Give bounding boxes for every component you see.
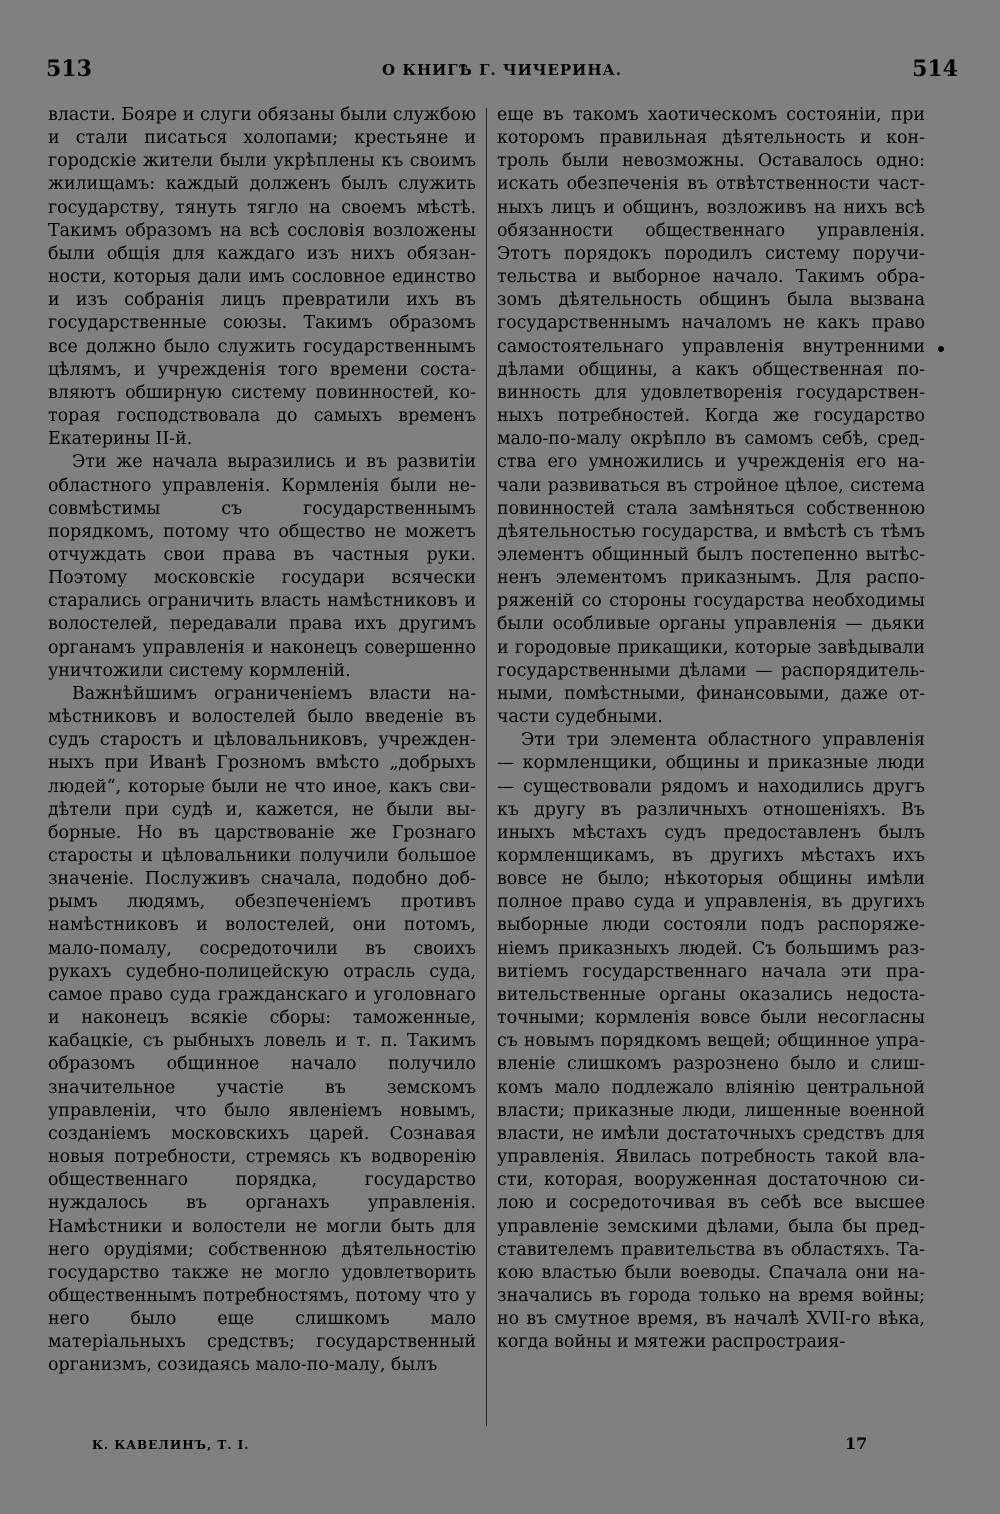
- right-column: [497, 104, 925, 1434]
- paragraph: Эти три элемента областного управленія — кормленщики, общины и приказные люди — существовали рядомъ и находились другъ къ другу въ различныхъ отношеніяхъ. Въ иныхъ мѣстахъ судъ предоставленъ былъ кормленщикамъ, въ другихъ мѣстахъ ихъ вовсе не было; нѣкоторыя общины имѣли полное право суда и управленія, въ другихъ выборные люди состояли подъ распоряженіемъ приказныхъ людей. Съ большимъ развитіемъ государственнаго начала эти правительственные органы оказались недостаточными; кормленія вовсе были несогласны съ новымъ порядкомъ вещей; общинное управленіе слишкомъ разрознено было и слишкомъ мало подлежало вліянію центральной власти; приказные люди, лишенные военной власти, не имѣли достаточныхъ средствъ для управленія. Явилась потребность такой власти, которая, вооруженная достаточною силою и сосредоточивая въ себѣ все высшее управленіе земскими дѣлами, была бы представителемъ правительства въ областяхъ. Такою властью были воеводы. Спачала они назначались въ города только на время войны; но въ смутное время, въ началѣ XVII-го вѣка, когда войны и мятежи распростраия-: [497, 730, 925, 1353]
- paragraph: Эти же начала выразились и въ развитіи областного управленія. Кормленія были несовмѣстимы съ государственнымъ порядкомъ, потому что общество не можетъ отчуждать свои права въ частныя руки. Поэтому московскіе государи всячески старались ограничить власть намѣстниковъ и волостелей, передавали права ихъ другимъ органамъ управленія и наконецъ совершенно уничтожили систему кормленій.: [48, 452, 476, 681]
- paragraph: еще въ такомъ хаотическомъ состояніи, при которомъ правильная дѣятельность и контроль были невозможны. Оставалось одно: искать обезпеченія въ отвѣтственности частныхъ лицъ и общинъ, возложивъ на нихъ всѣ обязанности общественнаго управленія. Этотъ порядокъ породилъ систему поручительства и выборное начало. Такимъ образомъ дѣятельность общинъ была вызвана государственнымъ началомъ не какъ право самостоятельнаго управленія внутренними дѣлами общины, а какъ общественная повинность для удовлетворенія государственныхъ потребностей. Когда же государство мало-по-малу окрѣпло въ самомъ себѣ, средства его умножились и учрежденія его начали развиваться въ стройное цѣлое, система повинностей стала замѣняться собственною дѣятельностью государства, и вмѣстѣ съ тѣмъ элементъ общинный былъ постепенно вытѣсненъ элементомъ приказнымъ. Для распоряженій со стороны государства необходимы были особливые органы управленія — дьяки и городовые прикащики, которые завѣдывали государственными дѣлами — распорядительными, помѣстными, финансовыми, даже отчасти судебными.: [497, 105, 925, 728]
- sheet-number: 17: [845, 1434, 868, 1453]
- page-number-left: 513: [46, 56, 92, 82]
- ink-dot: [938, 346, 944, 352]
- running-title: О КНИГѢ Г. ЧИЧЕРИНА.: [382, 61, 622, 79]
- paragraph: власти. Бояре и слуги обязаны были службою и стали писаться холопами; крестьяне и городскіе жители были укрѣплены къ своимъ жилищамъ: каждый долженъ былъ служить государству, тянуть тягло на своемъ мѣстѣ. Такимъ образомъ на всѣ сословія возложены были общія для каждаго изъ нихъ обязанности, которыя дали имъ сословное единство и изъ собранія лицъ превратили ихъ въ государственные союзы. Такимъ образомъ все должно было служить государственнымъ цѣлямъ, и учрежденія того времени составляютъ обширную систему повинностей, которая господствовала до самыхъ временъ Екатерины II-й.: [48, 105, 476, 450]
- signature-mark: К. КАВЕЛИНЪ, Т. I.: [92, 1438, 250, 1452]
- page-number-right: 514: [912, 56, 958, 82]
- column-divider: [486, 108, 487, 1426]
- left-column: [48, 104, 476, 1434]
- paragraph: Важнѣйшимъ ограниченіемъ власти намѣстниковъ и волостелей было введеніе въ судъ старостъ и цѣловальниковъ, учрежденныхъ при Иванѣ Грозномъ вмѣсто „добрыхъ людей“, которые были не что иное, какъ свидѣтели при судѣ и, кажется, не были выборные. Но въ царствованіе же Грознаго старосты и цѣловальники получили большое значеніе. Послуживъ сначала, подобно добрымъ людямъ, обезпеченіемъ противъ намѣстниковъ и волостелей, они потомъ, мало-помалу, сосредоточили въ своихъ рукахъ судебно-полицейскую отрасль суда, самое право суда гражданскаго и уголовнаго и наконецъ всякіе сборы: таможенные, кабацкіе, съ рыбныхъ ловель и т. п. Такимъ образомъ общинное начало получило значительное участіе въ земскомъ управленіи, что было явленіемъ новымъ, созданіемъ московскихъ царей. Сознавая новыя потребности, стремясь къ водворенію общественнаго порядка, государство нуждалось въ органахъ управленія. Намѣстники и волостели не могли быть для него орудіями; собственною дѣятельностію государство также не могло удовлетворить общественнымъ потребностямъ, потому что у него было еще слишкомъ мало матеріальныхъ средствъ; государственный организмъ, созидаясь мало-по-малу, былъ: [48, 683, 476, 1376]
- running-header: [46, 56, 958, 86]
